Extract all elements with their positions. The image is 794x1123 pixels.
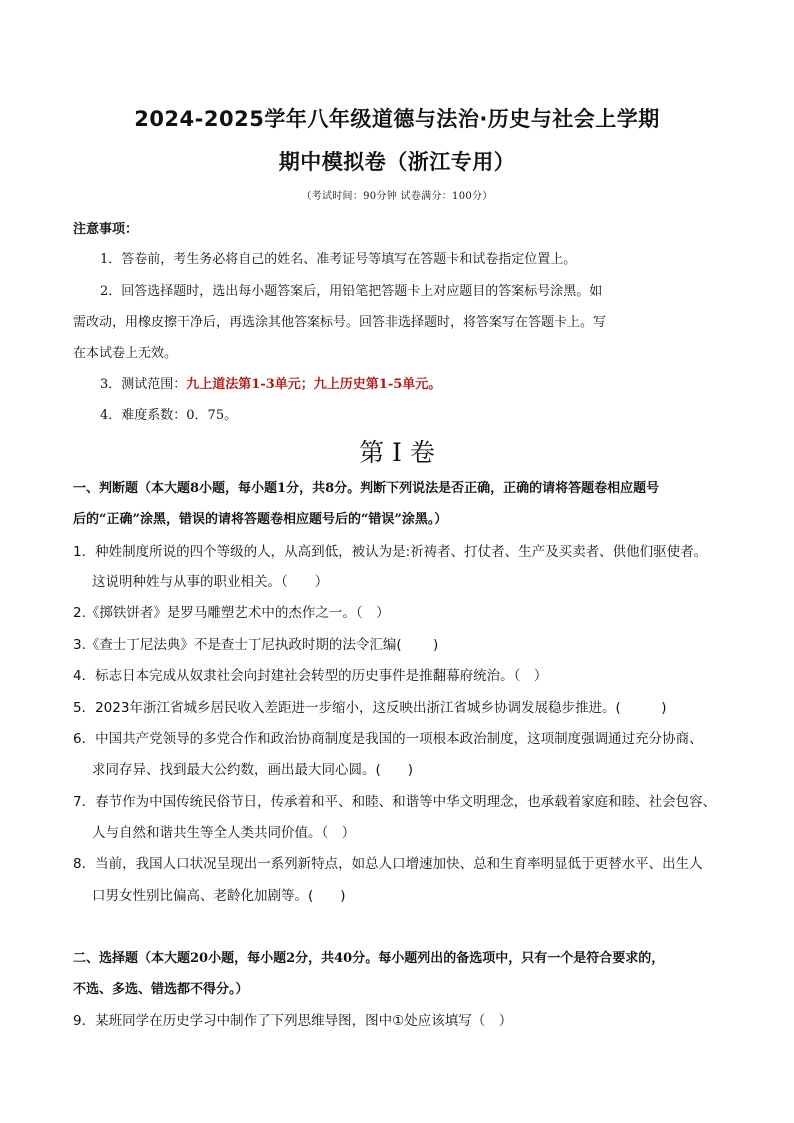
section1-heading-line1: 一、判断题（本大题8小题，每小题1分，共8分。判断下列说法是否正确，正确的请将答题卷相应题号 — [73, 481, 660, 496]
notes-item-3-scope: 九上道法第1-3单元；九上历史第1-5单元。 — [186, 377, 442, 392]
question-9: 9．某班同学在历史学习中制作了下列思维导图，图中①处应该填写（ ） — [73, 1013, 513, 1029]
notes-item-3 — [100, 373, 441, 392]
notes-item-4: 4．难度系数：0．75。 — [100, 408, 238, 423]
section2-heading-line1: 二、选择题（本大题20小题，每小题2分，共40分。每小题列出的备选项中，只有一个是符合要求的， — [73, 951, 665, 966]
notes-heading: 注意事项： — [73, 222, 139, 237]
question-6-line1: 6．中国共产党领导的多党合作和政治协商制度是我国的一项根本政治制度，这项制度强调通过充分协商、 — [73, 731, 703, 747]
question-4: 4．标志日本完成从奴隶社会向封建社会转型的历史事件是推翻幕府统治。（ ） — [73, 668, 548, 684]
notes-item-2-line2: 需改动，用橡皮擦干净后，再选涂其他答案标号。回答非选择题时，将答案写在答题卡上。写 — [73, 315, 607, 330]
question-7-line2: 人与自然和谐共生等全人类共同价值。（ ） — [92, 825, 356, 841]
question-7-line1: 7．春节作为中国传统民俗节日，传承着和平、和睦、和谐等中华文明理念，也承载着家庭和睦、社会包容、 — [73, 794, 717, 810]
section1-heading-line2: 后的“正确”涂黑，错误的请将答题卷相应题号后的“错误”涂黑。） — [73, 512, 448, 527]
question-1-line1: 1．种姓制度所说的四个等级的人，从高到低，被认为是:祈祷者、打仗者、生产及买卖者、供他们驱使者。 — [73, 544, 708, 560]
exam-time-info: （考试时间：90分钟 试卷满分：100分） — [301, 191, 493, 202]
question-6-line2: 求同存异、找到最大公约数，画出最大同心圆。( ) — [92, 762, 414, 778]
section2-heading-line2: 不选、多选、错选都不得分。） — [73, 982, 249, 997]
volume-title: 第 I 卷 — [359, 438, 435, 467]
exam-title-line1: 2024-2025学年八年级道德与法治·历史与社会上学期 — [134, 107, 660, 131]
question-3: 3.《查士丁尼法典》不是查士丁尼执政时期的法令汇编( ) — [73, 637, 439, 653]
notes-item-2-line3: 在本试卷上无效。 — [73, 346, 178, 361]
question-8-line2: 口男女性别比偏高、老龄化加剧等。( ) — [92, 888, 346, 904]
notes-item-2-line1: 2．回答选择题时，选出每小题答案后，用铅笔把答题卡上对应题目的答案标号涂黑。如 — [100, 284, 603, 299]
notes-item-3-label: 3．测试范围： — [100, 377, 187, 392]
question-5: 5．2023年浙江省城乡居民收入差距进一步缩小，这反映出浙江省城乡协调发展稳步推进。( ) — [73, 700, 667, 716]
question-8-line1: 8．当前，我国人口状况呈现出一系列新特点，如总人口增速加快、总和生育率明显低于更替水平、出生人 — [73, 856, 703, 872]
question-2: 2.《掷铁饼者》是罗马雕塑艺术中的杰作之一。（ ） — [73, 605, 390, 621]
notes-item-1: 1．答卷前，考生务必将自己的姓名、准考证号等填写在答题卡和试卷指定位置上。 — [100, 252, 577, 267]
question-1-line2: 这说明种姓与从事的职业相关。（ ） — [92, 574, 329, 590]
exam-title-line2: 期中模拟卷（浙江专用） — [278, 150, 516, 174]
